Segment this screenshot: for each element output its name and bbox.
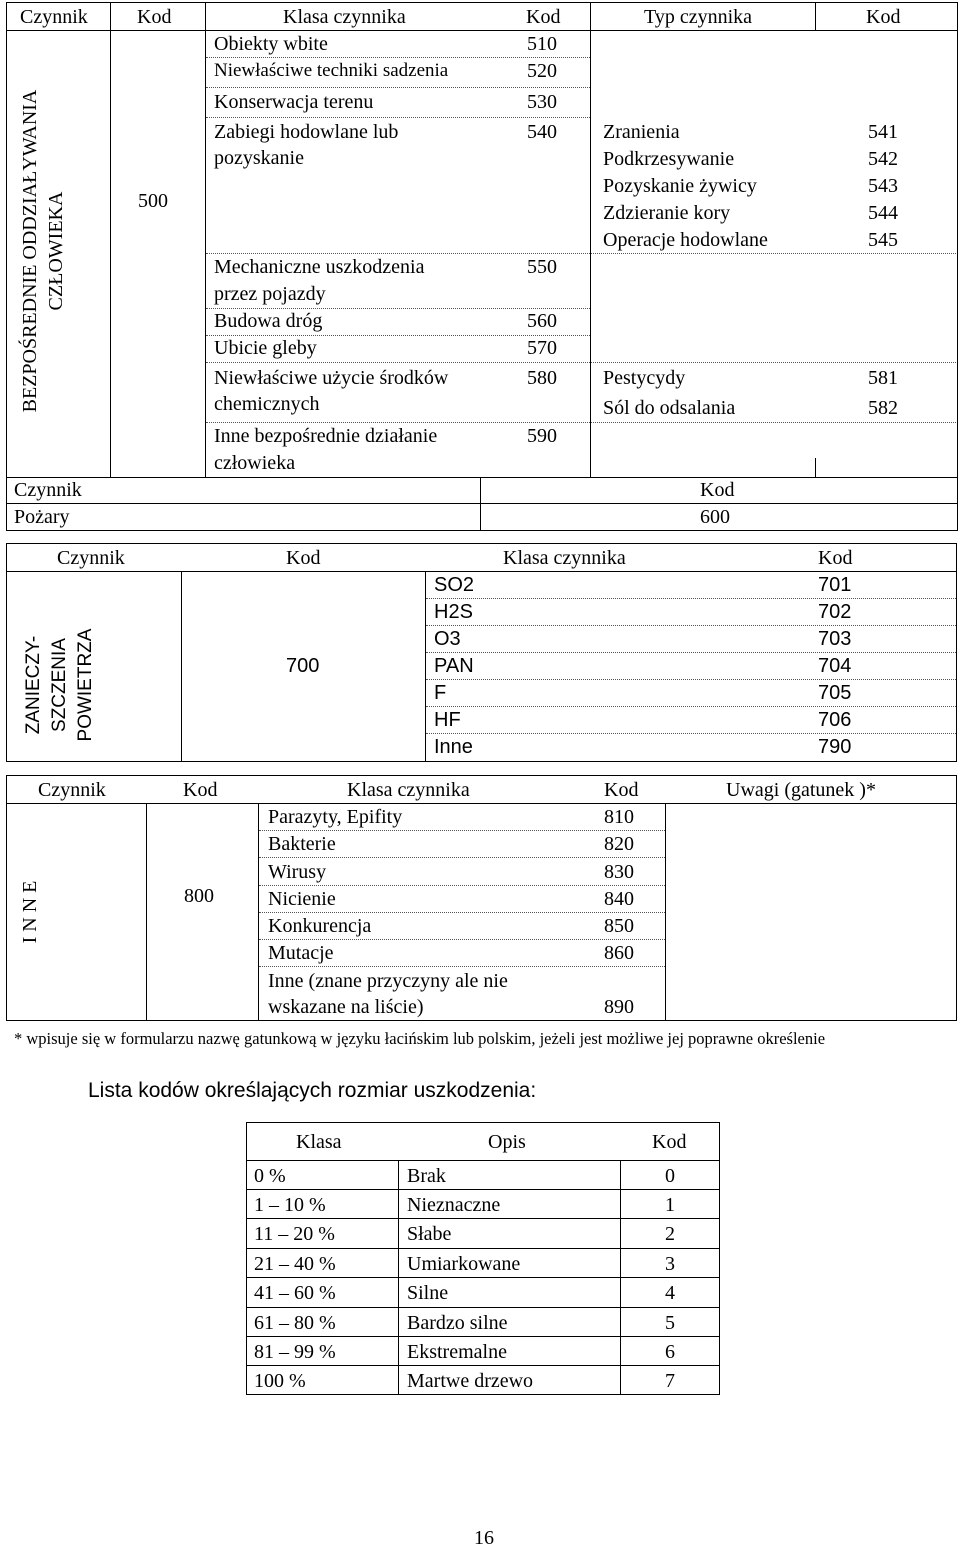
class-code: 580 [527, 367, 557, 389]
class-code: 530 [527, 91, 557, 113]
class-code: 706 [818, 709, 852, 731]
header-kod: Kod [604, 779, 639, 801]
type-name: Pestycydy [603, 367, 686, 389]
class-code: 790 [818, 736, 852, 758]
class-name: Obiekty wbite [214, 33, 328, 55]
header-uwagi: Uwagi (gatunek )* [726, 779, 876, 801]
header-kod: Kod [183, 779, 218, 801]
class-name: Niewłaściwe techniki sadzenia [214, 60, 449, 81]
class-name: Wirusy [268, 861, 327, 883]
list-title: Lista kodów określających rozmiar uszkodzenia: [88, 1079, 537, 1102]
type-name: Sól do odsalania [603, 397, 736, 419]
fire-code: 600 [700, 506, 730, 528]
class-name: Inne (znane przyczyny ale nie [268, 970, 508, 992]
damage-code: 0 [665, 1165, 675, 1187]
class-name: Inne bezpośrednie działanie [214, 425, 438, 447]
class-name: Mutacje [268, 942, 334, 964]
damage-class: 61 – 80 % [254, 1312, 336, 1334]
damage-desc: Silne [407, 1282, 449, 1304]
header-czynnik: Czynnik [57, 547, 125, 569]
class-code: 550 [527, 256, 557, 278]
factor-code: 800 [184, 885, 214, 907]
class-code: 590 [527, 425, 557, 447]
type-name: Podkrzesywanie [603, 148, 735, 170]
damage-desc: Umiarkowane [407, 1253, 521, 1275]
type-code: 544 [868, 202, 898, 224]
class-name-cont: pozyskanie [214, 147, 304, 169]
class-name: Parazyty, Epifity [268, 806, 403, 828]
damage-class: 21 – 40 % [254, 1253, 336, 1275]
class-code: 705 [818, 682, 852, 704]
side-label-human: BEZPOŚREDNIE ODDZIAŁYWANIA CZŁOWIEKA [19, 89, 67, 413]
class-code: 860 [604, 942, 634, 964]
damage-desc: Nieznaczne [407, 1194, 501, 1216]
class-code: 830 [604, 861, 634, 883]
damage-code: 6 [665, 1341, 675, 1363]
type-code: 541 [868, 121, 898, 143]
damage-class: 81 – 99 % [254, 1341, 336, 1363]
class-code: 703 [818, 628, 852, 650]
page-number: 16 [474, 1527, 494, 1549]
class-code: 840 [604, 888, 634, 910]
class-name: SO2 [434, 574, 475, 596]
class-name: HF [434, 709, 461, 731]
class-name: H2S [434, 601, 473, 623]
fire-factor: Pożary [14, 506, 70, 528]
class-name-cont: człowieka [214, 452, 296, 474]
class-code: 560 [527, 310, 557, 332]
class-name: Inne [434, 736, 473, 758]
damage-class: 100 % [254, 1370, 306, 1392]
header-kod: Kod [137, 6, 172, 28]
class-name: PAN [434, 655, 474, 677]
class-name-cont: chemicznych [214, 393, 320, 415]
header-opis: Opis [488, 1131, 526, 1153]
fire-header-czynnik: Czynnik [14, 479, 82, 501]
type-name: Operacje hodowlane [603, 229, 768, 251]
damage-code: 2 [665, 1223, 675, 1245]
class-name: Ubicie gleby [214, 337, 317, 359]
damage-desc: Słabe [407, 1223, 452, 1245]
type-code: 581 [868, 367, 898, 389]
type-name: Pozyskanie żywicy [603, 175, 757, 197]
factor-code: 500 [138, 190, 168, 212]
damage-desc: Brak [407, 1165, 446, 1187]
damage-desc: Ekstremalne [407, 1341, 507, 1363]
header-klasa-czynnika: Klasa czynnika [503, 547, 626, 569]
header-kod: Kod [652, 1131, 687, 1153]
damage-code: 7 [665, 1370, 675, 1392]
header-klasa: Klasa [296, 1131, 342, 1153]
type-code: 543 [868, 175, 898, 197]
header-klasa-czynnika: Klasa czynnika [347, 779, 470, 801]
header-kod: Kod [286, 547, 321, 569]
damage-class: 1 – 10 % [254, 1194, 326, 1216]
class-name: O3 [434, 628, 461, 650]
class-name: Nicienie [268, 888, 336, 910]
footnote: * wpisuje się w formularzu nazwę gatunkową w języku łacińskim lub polskim, jeżeli jest możliwe jej poprawne określenie [14, 1029, 826, 1048]
class-code: 850 [604, 915, 634, 937]
damage-class: 0 % [254, 1165, 286, 1187]
damage-code: 5 [665, 1312, 675, 1334]
header-czynnik: Czynnik [38, 779, 106, 801]
damage-code: 4 [665, 1282, 675, 1304]
class-code: 820 [604, 833, 634, 855]
class-code: 510 [527, 33, 557, 55]
class-code: 540 [527, 121, 557, 143]
class-name: Bakterie [268, 833, 336, 855]
class-name: F [434, 682, 447, 704]
class-code: 570 [527, 337, 557, 359]
class-code: 520 [527, 60, 557, 82]
type-code: 542 [868, 148, 898, 170]
type-code: 545 [868, 229, 898, 251]
header-kod: Kod [818, 547, 853, 569]
damage-desc: Bardzo silne [407, 1312, 508, 1334]
damage-desc: Martwe drzewo [407, 1370, 534, 1392]
factor-code: 700 [286, 655, 320, 677]
class-name: Niewłaściwe użycie środków [214, 367, 449, 389]
class-code: 701 [818, 574, 852, 596]
header-czynnik: Czynnik [20, 6, 88, 28]
class-name: Konserwacja terenu [214, 91, 374, 113]
header-kod: Kod [866, 6, 901, 28]
side-label-air: ZANIECZY- SZCZENIA POWIETRZA [23, 628, 96, 742]
header-kod: Kod [526, 6, 561, 28]
class-name-cont: wskazane na liście) [268, 996, 424, 1018]
damage-code: 3 [665, 1253, 675, 1275]
type-name: Zdzieranie kory [603, 202, 731, 224]
class-code: 890 [604, 996, 634, 1018]
damage-class: 11 – 20 % [254, 1223, 335, 1245]
class-name-cont: przez pojazdy [214, 283, 326, 305]
type-code: 582 [868, 397, 898, 419]
class-code: 704 [818, 655, 852, 677]
class-code: 810 [604, 806, 634, 828]
fire-header-kod: Kod [700, 479, 735, 501]
damage-code: 1 [665, 1194, 675, 1216]
class-name: Zabiegi hodowlane lub [214, 121, 399, 143]
damage-class: 41 – 60 % [254, 1282, 336, 1304]
class-name: Konkurencja [268, 915, 372, 937]
class-code: 702 [818, 601, 852, 623]
type-name: Zranienia [603, 121, 680, 143]
class-name: Budowa dróg [214, 310, 323, 332]
side-label-other: I N N E [19, 880, 41, 944]
header-klasa-czynnika: Klasa czynnika [283, 6, 406, 28]
class-name: Mechaniczne uszkodzenia [214, 256, 425, 278]
header-typ-czynnika: Typ czynnika [644, 6, 753, 28]
